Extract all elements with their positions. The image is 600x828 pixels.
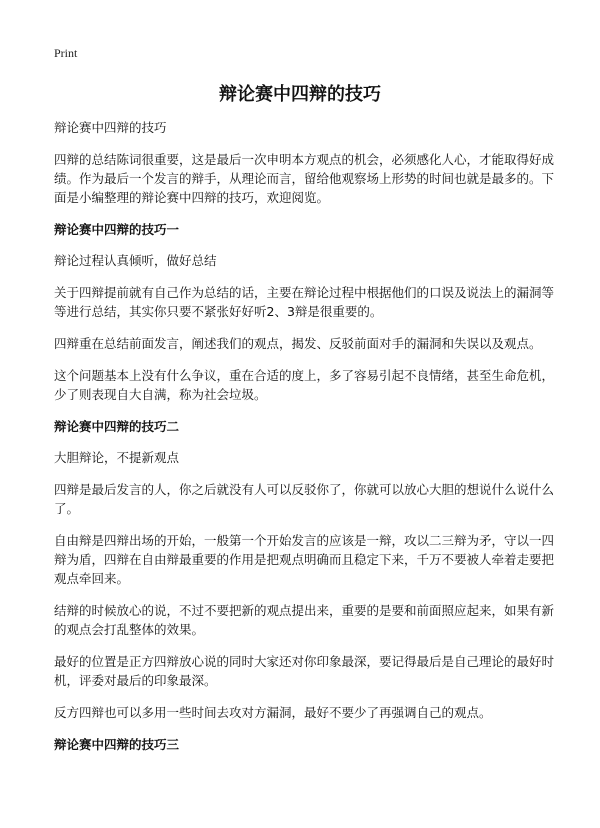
section-heading-2: 辩论赛中四辩的技巧二 — [54, 419, 180, 434]
section-1-paragraph-3: 四辩重在总结前面发言，阐述我们的观点，揭发、反驳前面对手的漏洞和失误以及观点。 — [54, 336, 542, 351]
section-heading-1: 辩论赛中四辩的技巧一 — [54, 222, 180, 237]
section-1-paragraph-4: 这个问题基本上没有什么争议，重在合适的度上，多了容易引起不良情绪，甚至生命危机，少了则表现自大自满，称为社会垃圾。 — [54, 368, 555, 402]
print-label: Print — [54, 46, 78, 60]
section-2-paragraph-4: 结辩的时候放心的说，不过不要把新的观点提出来，重要的是要和前面照应起来，如果有新的观点会打乱整体的效果。 — [54, 603, 555, 637]
section-2-paragraph-3: 自由辩是四辩出场的开始，一般第一个开始发言的应该是一辩，攻以二三辩为矛，守以一四辩为盾，四辩在自由辩最重要的作用是把观点明确而且稳定下来，千万不要被人牵着走要把观点牵回来。 — [54, 533, 555, 586]
article-subtitle: 辩论赛中四辩的技巧 — [54, 120, 167, 135]
section-2-paragraph-5: 最好的位置是正方四辩放心说的同时大家还对你印象最深，要记得最后是自己理论的最好时机，评委对最后的印象最深。 — [54, 654, 555, 688]
section-2-paragraph-1: 大胆辩论，不提新观点 — [54, 450, 180, 465]
section-2-paragraph-2: 四辩是最后发言的人，你之后就没有人可以反驳你了，你就可以放心大胆的想说什么说什么了。 — [54, 482, 555, 516]
section-1-paragraph-1: 辩论过程认真倾听，做好总结 — [54, 253, 217, 268]
section-heading-3: 辩论赛中四辩的技巧三 — [54, 737, 180, 752]
section-1-paragraph-2: 关于四辩提前就有自己作为总结的话，主要在辩论过程中根据他们的口误及说法上的漏洞等等进行总结，其实你只要不紧张好好听2、3辩是很重要的。 — [54, 285, 555, 319]
page-title: 辩论赛中四辩的技巧 — [219, 84, 381, 105]
intro-paragraph: 四辩的总结陈词很重要，这是最后一次申明本方观点的机会，必须感化人心，才能取得好成绩。作为最后一个发言的辩手，从理论而言，留给他观察场上形势的时间也就是最多的。下面是小编整理的辩论赛中四辩的技巧，欢迎阅览。 — [54, 152, 555, 205]
article-body — [54, 118, 554, 766]
section-2-paragraph-6: 反方四辩也可以多用一些时间去攻对方漏洞，最好不要少了再强调自己的观点。 — [54, 705, 492, 720]
